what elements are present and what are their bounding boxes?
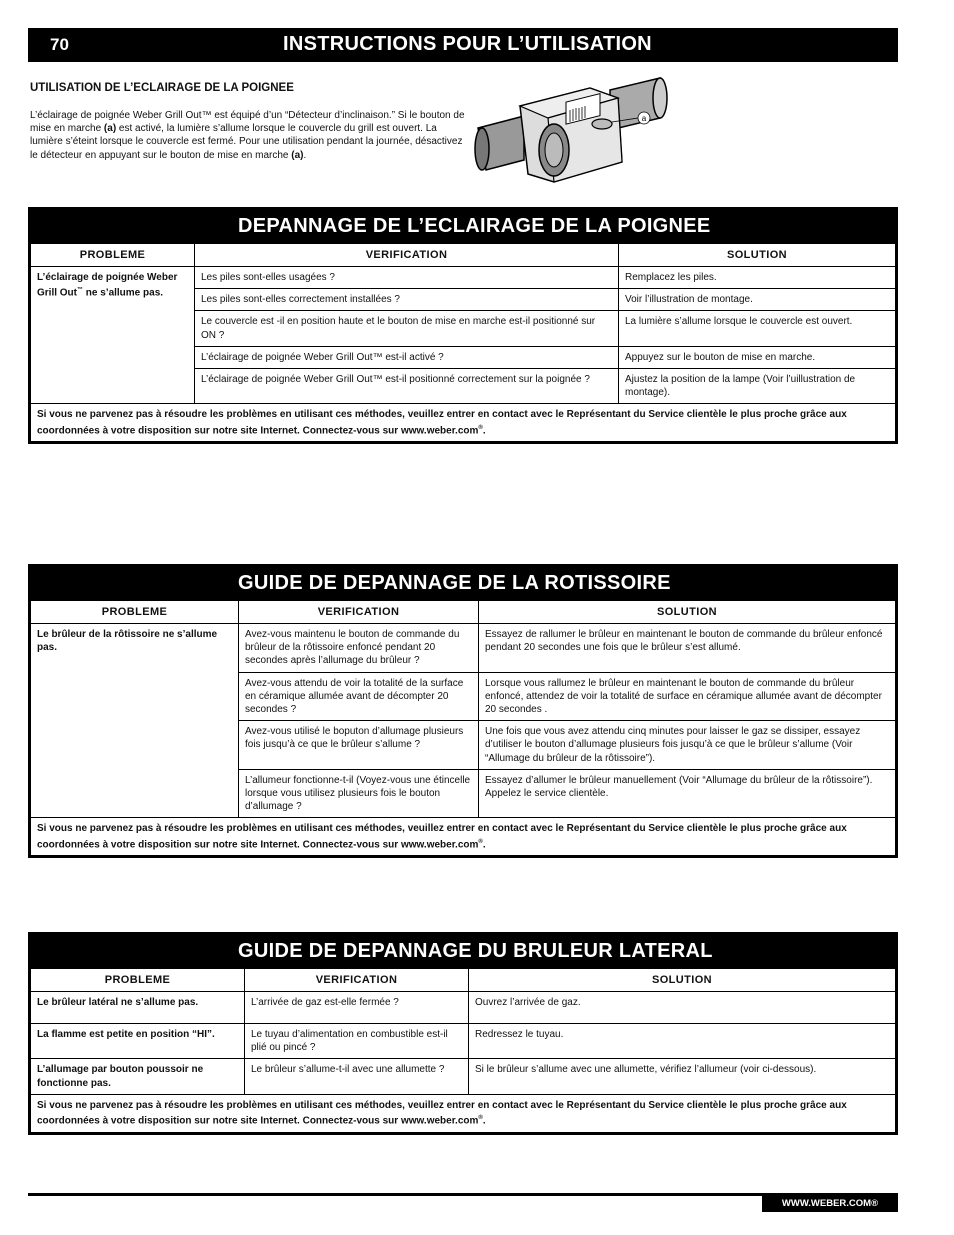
solution-cell: Ajustez la position de la lampe (Voir l’uillustration de montage). — [619, 369, 896, 404]
table-note-row — [31, 1094, 896, 1132]
contact-note: Si vous ne parvenez pas à résoudre les problèmes en utilisant ces méthodes, veuillez entrer en contact avec le Représentant du Service clientèle le plus proche grâce aux coordonnées à votre disposition sur notre site Internet. Connectez-vous sur www.weber.com®. — [31, 404, 896, 442]
verification-cell: Le brûleur s’allume-t-il avec une allumette ? — [245, 1059, 469, 1094]
solution-cell: Si le brûleur s’allume avec une allumette, vérifiez l’allumeur (voir ci-dessous). — [469, 1059, 896, 1094]
rotisserie-troubleshooting — [28, 564, 898, 858]
problem-cell: Le brûleur de la rôtissoire ne s’allume pas. — [31, 624, 239, 818]
rotisserie-table — [30, 600, 896, 856]
solution-cell: Remplacez les piles. — [619, 267, 896, 289]
section-title: GUIDE DE DEPANNAGE DE LA ROTISSOIRE — [30, 566, 896, 600]
table-header-row — [31, 969, 896, 992]
side-burner-troubleshooting — [28, 932, 898, 1135]
problem-cell: La flamme est petite en position “HI”. — [31, 1024, 245, 1059]
table-note-row — [31, 404, 896, 442]
verification-cell: L’arrivée de gaz est-elle fermée ? — [245, 992, 469, 1024]
column-header: SOLUTION — [469, 969, 896, 992]
handle-light-troubleshooting — [28, 207, 898, 444]
problem-cell: L’allumage par bouton poussoir ne fonctionne pas. — [31, 1059, 245, 1094]
verification-cell: Le tuyau d’alimentation en combustible est-il plié ou pincé ? — [245, 1024, 469, 1059]
verification-cell: Avez-vous attendu de voir la totalité de la surface en céramique allumée avant de décompter 20 secondes ? — [239, 672, 479, 721]
table-header-row — [31, 601, 896, 624]
contact-note: Si vous ne parvenez pas à résoudre les problèmes en utilisant ces méthodes, veuillez entrer en contact avec le Représentant du Service clientèle le plus proche grâce aux coordonnées à votre disposition sur notre site Internet. Connectez-vous sur www.weber.com®. — [31, 818, 896, 856]
page-header — [28, 28, 898, 62]
handle-light-illustration — [470, 70, 670, 192]
verification-cell: Le couvercle est -il en position haute et le bouton de mise en marche est-il positionné sur ON ? — [195, 311, 619, 346]
verification-cell: L’éclairage de poignée Weber Grill Out™ est-il positionné correctement sur la poignée ? — [195, 369, 619, 404]
column-header: PROBLEME — [31, 244, 195, 267]
column-header: SOLUTION — [479, 601, 896, 624]
column-header: PROBLEME — [31, 969, 245, 992]
section-title: GUIDE DE DEPANNAGE DU BRULEUR LATERAL — [30, 934, 896, 968]
column-header: VERIFICATION — [239, 601, 479, 624]
footer-website: WWW.WEBER.COM® — [762, 1195, 898, 1212]
side-burner-table — [30, 968, 896, 1133]
table-header-row — [31, 244, 896, 267]
solution-cell: Ouvrez l’arrivée de gaz. — [469, 992, 896, 1024]
column-header: VERIFICATION — [245, 969, 469, 992]
verification-cell: L’éclairage de poignée Weber Grill Out™ est-il activé ? — [195, 346, 619, 368]
solution-cell: Une fois que vous avez attendu cinq minutes pour laisser le gaz se dissiper, essayez d’utiliser le bouton d’allumage plusieurs fois jusqu’à ce que le brûleur s’allume (Voir “Allumage du brûleur de la rôtissoire”). — [479, 721, 896, 770]
page-title: INSTRUCTIONS POUR L’UTILISATION — [283, 33, 652, 55]
page-number: 70 — [50, 35, 69, 54]
column-header: VERIFICATION — [195, 244, 619, 267]
verification-cell: Avez-vous utilisé le boputon d’allumage plusieurs fois jusqu’à ce que le brûleur s’allume ? — [239, 721, 479, 770]
usage-text: L’éclairage de poignée Weber Grill Out™ est équipé d’un “Détecteur d’inclinaison.” Si le bouton de mise en marche (a) est activé, la lumière s’allume lorsque le couvercle du grill est ouvert. La lumière s’éteint lorsque le couvercle est fermé. Pour une utilisation pendant la journée, désactivez le détecteur en appuyant sur le bouton de mise en marche (a). — [30, 110, 465, 161]
solution-cell: Essayez d’allumer le brûleur manuellement (Voir “Allumage du brûleur de la rôtissoire”). Appelez le service clientèle. — [479, 769, 896, 818]
table-row — [31, 624, 896, 673]
column-header: SOLUTION — [619, 244, 896, 267]
verification-cell: Avez-vous maintenu le bouton de commande du brûleur de la rôtissoire enfoncé pendant 20 secondes après l’allumage du brûleur ? — [239, 624, 479, 673]
section-title: DEPANNAGE DE L’ECLAIRAGE DE LA POIGNEE — [30, 209, 896, 243]
verification-cell: Les piles sont-elles correctement installées ? — [195, 289, 619, 311]
verification-cell: Les piles sont-elles usagées ? — [195, 267, 619, 289]
verification-cell: L’allumeur fonctionne-t-il (Voyez-vous une étincelle lorsque vous utilisez plusieurs fois le bouton d’allumage ? — [239, 769, 479, 818]
table-note-row — [31, 818, 896, 856]
solution-cell: La lumière s’allume lorsque le couvercle est ouvert. — [619, 311, 896, 346]
solution-cell: Redressez le tuyau. — [469, 1024, 896, 1059]
contact-note: Si vous ne parvenez pas à résoudre les problèmes en utilisant ces méthodes, veuillez entrer en contact avec le Représentant du Service clientèle le plus proche grâce aux coordonnées à votre disposition sur notre site Internet. Connectez-vous sur www.weber.com®. — [31, 1094, 896, 1132]
solution-cell: Essayez de rallumer le brûleur en maintenant le bouton de commande du brûleur enfoncé pendant 20 secondes une fois que le brûleur s’est allumé. — [479, 624, 896, 673]
column-header: PROBLEME — [31, 601, 239, 624]
table-row — [31, 1059, 896, 1094]
problem-cell: Le brûleur latéral ne s’allume pas. — [31, 992, 245, 1024]
table-row — [31, 992, 896, 1024]
handle-light-table — [30, 243, 896, 442]
table-row — [31, 267, 896, 289]
usage-subtitle: UTILISATION DE L’ECLAIRAGE DE LA POIGNEE — [30, 82, 294, 94]
callout-a-label: a — [641, 114, 647, 123]
solution-cell: Voir l’illustration de montage. — [619, 289, 896, 311]
solution-cell: Lorsque vous rallumez le brûleur en maintenant le bouton de commande du brûleur enfoncé, attendez de voir la totalité de surface en céramique allumée avant de décompter 20 secondes . — [479, 672, 896, 721]
table-row — [31, 1024, 896, 1059]
solution-cell: Appuyez sur le bouton de mise en marche. — [619, 346, 896, 368]
problem-cell: L’éclairage de poignée Weber Grill Out™ ne s’allume pas. — [31, 267, 195, 404]
